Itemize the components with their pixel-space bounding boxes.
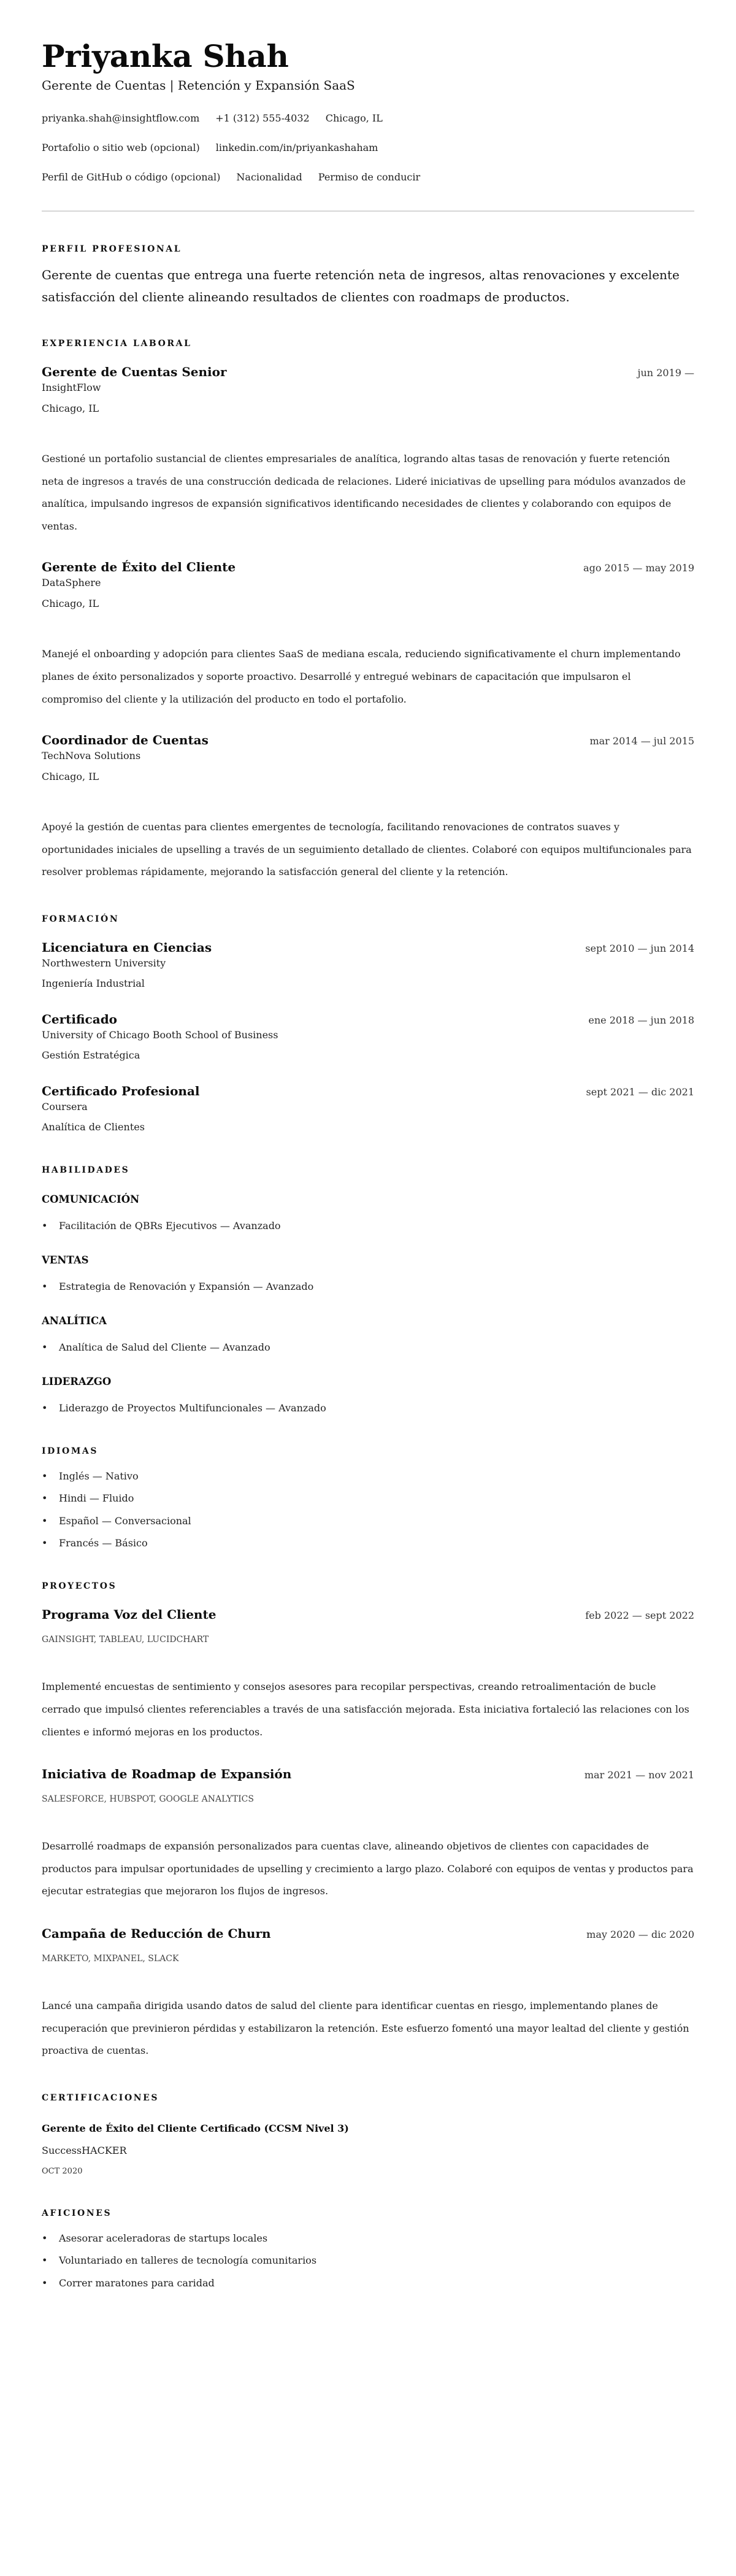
- header-divider: [42, 210, 694, 212]
- section-heading: IDIOMAS: [42, 1446, 99, 1456]
- resume-header: [42, 38, 694, 185]
- project-entry: [42, 1606, 694, 1743]
- bullet-icon: •: [42, 1280, 48, 1292]
- language-item: [42, 1536, 694, 1551]
- job-location: Chicago, IL: [42, 403, 99, 414]
- skill-list: [42, 1219, 694, 1233]
- experience-section: [42, 337, 694, 884]
- job-entry: [42, 731, 694, 884]
- language-item: [42, 1469, 694, 1484]
- job-description: Gestioné un portafolio sustancial de clientes empresariales de analítica, logrando altas tasas de renovación y fuerte retención neta de ingresos a través de una construcción dedicada de relaciones. Lideré iniciativas de upselling para módulos avanzados de analítica, impulsando ingresos de expansión significativos identificando necesidades de clientes y colaborando con equipos de ventas.: [42, 453, 686, 532]
- job-company: InsightFlow: [42, 382, 101, 393]
- section-heading: FORMACIÓN: [42, 914, 120, 924]
- job-company: TechNova Solutions: [42, 750, 141, 762]
- job-description: Manejé el onboarding y adopción para clientes SaaS de mediana escala, reduciendo significativamente el churn implementando planes de éxito personalizados y soporte proactivo. Desarrollé y entregué webinars de capacitación que impulsaron el compromiso del cliente y la utilización del producto en todo el portafolio.: [42, 648, 681, 705]
- job-location: Chicago, IL: [42, 771, 99, 783]
- hobby-text: Correr maratones para caridad: [59, 2277, 215, 2289]
- project-description: Implementé encuestas de sentimiento y consejos asesores para recopilar perspectivas, creando retroalimentación de bucle cerrado que impulsó clientes referenciables a través de una satisfacción mejorada. Esta iniciativa fortaleció las relaciones con los clientes e informó mejoras en los productos.: [42, 1681, 689, 1738]
- contact-github[interactable]: Perfil de GitHub o código (opcional): [42, 171, 221, 183]
- contact-location: Chicago, IL: [325, 112, 383, 124]
- contact-row: [42, 141, 694, 155]
- projects-section: [42, 1580, 694, 2062]
- skill-item: [42, 1340, 694, 1355]
- contact-row: [42, 111, 694, 126]
- education-section: [42, 913, 694, 1135]
- skill-category: [42, 1314, 694, 1355]
- education-institution: Coursera: [42, 1100, 88, 1113]
- project-date: may 2020 — dic 2020: [586, 1929, 694, 1940]
- hobby-text: Asesorar aceleradoras de startups locales: [59, 2232, 268, 2244]
- skill-category: [42, 1192, 694, 1233]
- bullet-icon: •: [42, 1341, 48, 1353]
- project-title: Campaña de Reducción de Churn: [42, 1926, 271, 1941]
- project-stack: SALESFORCE, HUBSPOT, GOOGLE ANALYTICS: [42, 1794, 254, 1805]
- project-entry: [42, 1765, 694, 1903]
- bullet-icon: •: [42, 1219, 48, 1232]
- job-date: ago 2015 — may 2019: [583, 562, 694, 574]
- bullet-icon: •: [42, 1514, 48, 1527]
- skill-list: [42, 1401, 694, 1416]
- job-entry: [42, 363, 694, 538]
- project-date: feb 2022 — sept 2022: [585, 1610, 694, 1622]
- skill-category: [42, 1253, 694, 1294]
- education-entry: [42, 939, 694, 991]
- contact-email[interactable]: priyanka.shah@insightflow.com: [42, 112, 200, 124]
- language-item: [42, 1514, 694, 1529]
- job-location: Chicago, IL: [42, 598, 99, 610]
- skill-category: [42, 1375, 694, 1416]
- language-item: [42, 1491, 694, 1506]
- contact-driving-license: Permiso de conducir: [318, 171, 421, 183]
- bullet-icon: •: [42, 1492, 48, 1505]
- language-text: Hindi — Fluido: [59, 1492, 134, 1505]
- languages-section: [42, 1445, 694, 1551]
- project-date: mar 2021 — nov 2021: [584, 1769, 694, 1781]
- project-description: Desarrollé roadmaps de expansión personalizados para cuentas clave, alineando objetivos de clientes con capacidades de productos para impulsar oportunidades de upselling y crecimiento a largo plazo. Colaboré con equipos de ventas y productos para ejecutar estrategias que mejoraron los flujos de ingresos.: [42, 1840, 694, 1897]
- education-degree: Certificado: [42, 1011, 118, 1027]
- job-title: Coordinador de Cuentas: [42, 733, 209, 748]
- contact-linkedin[interactable]: linkedin.com/in/priyankashaham: [215, 142, 378, 153]
- candidate-headline: Gerente de Cuentas | Retención y Expansión SaaS: [42, 78, 355, 93]
- section-heading: PERFIL PROFESIONAL: [42, 244, 182, 254]
- contact-phone[interactable]: +1 (312) 555-4032: [215, 112, 310, 124]
- section-heading: CERTIFICACIONES: [42, 2092, 159, 2103]
- skill-text: Liderazgo de Proyectos Multifuncionales — Avanzado: [59, 1402, 326, 1414]
- education-entry: [42, 1011, 694, 1063]
- skill-text: Estrategia de Renovación y Expansión — Avanzado: [59, 1280, 314, 1292]
- skill-category-name: LIDERAZGO: [42, 1375, 112, 1387]
- project-title: Programa Voz del Cliente: [42, 1607, 217, 1622]
- project-description: Lancé una campaña dirigida usando datos de salud del cliente para identificar cuentas en riesgo, implementando planes de recuperación que previnieron pérdidas y estabilizaron la retención. Este esfuerzo fomentó una mayor lealtad del cliente y gestión proactiva de cuentas.: [42, 2000, 689, 2057]
- skill-text: Analítica de Salud del Cliente — Avanzado: [59, 1341, 270, 1353]
- project-stack: MARKETO, MIXPANEL, SLACK: [42, 1954, 179, 1964]
- education-field: Analítica de Clientes: [42, 1120, 145, 1133]
- education-institution: Northwestern University: [42, 957, 166, 969]
- bullet-icon: •: [42, 1537, 48, 1549]
- skill-item: [42, 1219, 694, 1233]
- bullet-icon: •: [42, 1402, 48, 1414]
- education-degree: Licenciatura en Ciencias: [42, 939, 212, 955]
- job-date: jun 2019 —: [637, 367, 694, 379]
- education-field: Ingeniería Industrial: [42, 977, 145, 989]
- section-heading: EXPERIENCIA LABORAL: [42, 339, 192, 349]
- language-text: Inglés — Nativo: [59, 1470, 139, 1482]
- job-title: Gerente de Cuentas Senior: [42, 364, 227, 379]
- education-degree: Certificado Profesional: [42, 1083, 200, 1098]
- certification-date: OCT 2020: [42, 2166, 83, 2176]
- section-heading: AFICIONES: [42, 2208, 112, 2218]
- skill-list: [42, 1340, 694, 1355]
- project-stack: GAINSIGHT, TABLEAU, LUCIDCHART: [42, 1635, 209, 1645]
- job-description: Apoyé la gestión de cuentas para clientes emergentes de tecnología, facilitando renovaciones de contratos suaves y oportunidades iniciales de upselling a través de un seguimiento detallado de clientes. Colaboré con equipos multifuncionales para resolver problemas rápidamente, mejorando la satisfacción general del cliente y la retención.: [42, 821, 692, 878]
- skill-list: [42, 1279, 694, 1294]
- project-title: Iniciativa de Roadmap de Expansión: [42, 1767, 292, 1782]
- summary-text: Gerente de cuentas que entrega una fuerte retención neta de ingresos, altas renovaciones y excelente satisfacción del cliente alineando resultados de clientes con roadmaps de productos.: [42, 268, 680, 304]
- education-entry: [42, 1082, 694, 1135]
- bullet-icon: •: [42, 2232, 48, 2244]
- skill-item: [42, 1401, 694, 1416]
- job-title: Gerente de Éxito del Cliente: [42, 560, 236, 575]
- job-company: DataSphere: [42, 577, 101, 589]
- certification-entry: [42, 2121, 694, 2178]
- bullet-icon: •: [42, 1470, 48, 1482]
- language-list: [42, 1469, 694, 1551]
- bullet-icon: •: [42, 2254, 48, 2267]
- language-text: Francés — Básico: [59, 1537, 148, 1549]
- project-entry: [42, 1925, 694, 2062]
- skill-category-name: ANALÍTICA: [42, 1314, 107, 1327]
- hobby-text: Voluntariado en talleres de tecnología comunitarios: [59, 2254, 317, 2267]
- hobby-list: [42, 2231, 694, 2291]
- contact-nationality: Nacionalidad: [236, 171, 302, 183]
- education-field: Gestión Estratégica: [42, 1049, 140, 1061]
- skills-section: [42, 1164, 694, 1416]
- certification-issuer: SuccessHACKER: [42, 2144, 127, 2156]
- hobby-item: [42, 2276, 694, 2291]
- summary-section: [42, 243, 694, 308]
- certifications-section: [42, 2092, 694, 2178]
- education-institution: University of Chicago Booth School of Business: [42, 1028, 278, 1041]
- bullet-icon: •: [42, 2277, 48, 2289]
- certification-title: Gerente de Éxito del Cliente Certificado (CCSM Nivel 3): [42, 2122, 349, 2134]
- hobbies-section: [42, 2207, 694, 2291]
- skill-text: Facilitación de QBRs Ejecutivos — Avanzado: [59, 1219, 281, 1232]
- education-date: ene 2018 — jun 2018: [588, 1014, 694, 1026]
- section-heading: PROYECTOS: [42, 1581, 117, 1592]
- contact-row: [42, 170, 694, 185]
- job-date: mar 2014 — jul 2015: [589, 735, 694, 747]
- hobby-item: [42, 2231, 694, 2246]
- skill-item: [42, 1279, 694, 1294]
- education-date: sept 2010 — jun 2014: [585, 942, 694, 954]
- skill-category-name: VENTAS: [42, 1254, 89, 1266]
- candidate-name: Priyanka Shah: [42, 38, 289, 74]
- education-date: sept 2021 — dic 2021: [586, 1086, 694, 1098]
- section-heading: HABILIDADES: [42, 1165, 130, 1175]
- contact-portfolio[interactable]: Portafolio o sitio web (opcional): [42, 142, 200, 153]
- hobby-item: [42, 2253, 694, 2268]
- job-entry: [42, 558, 694, 711]
- skill-category-name: COMUNICACIÓN: [42, 1193, 140, 1205]
- language-text: Español — Conversacional: [59, 1514, 191, 1527]
